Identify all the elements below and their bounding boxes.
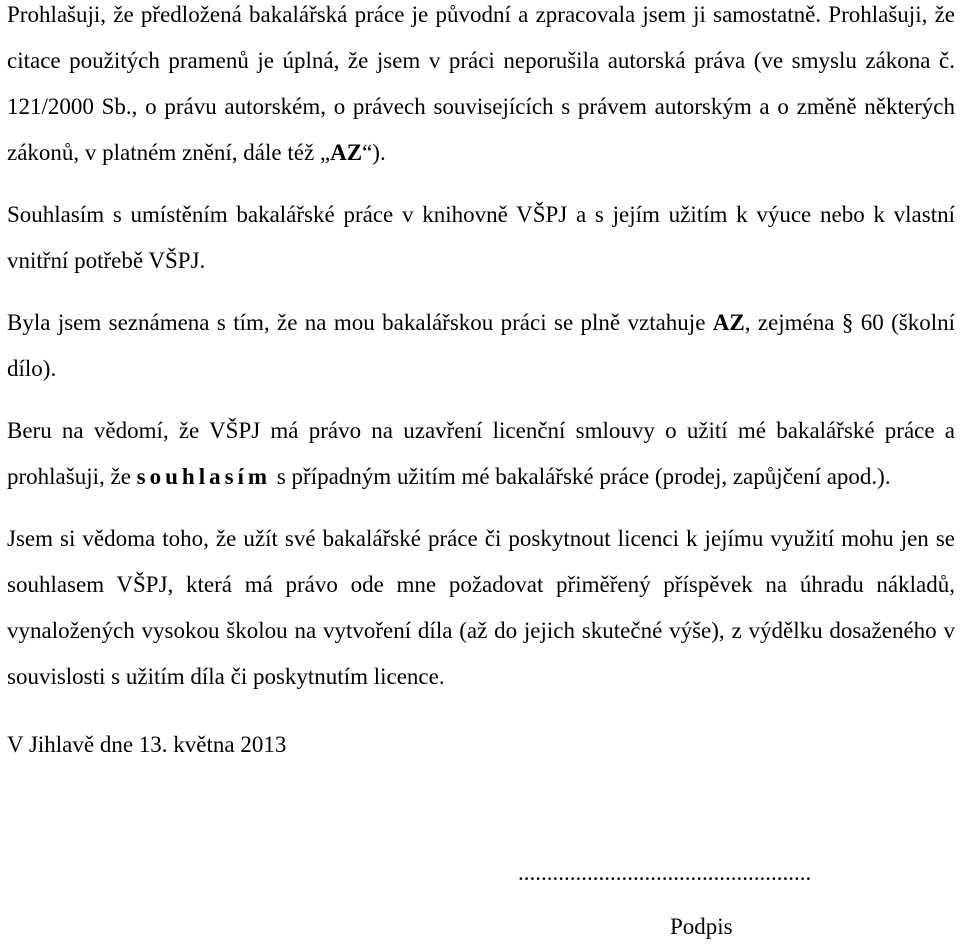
- authorship-text-end: “).: [362, 140, 386, 165]
- license-text: Beru na vědomí, že VŠPJ má právo na uzavření licenční smlouvy o užití mé bakalářské práce a prohlašuji, že: [7, 418, 955, 489]
- declaration-paragraph-authorship: [7, 0, 955, 176]
- declaration-paragraph-copyright-law: [7, 300, 955, 392]
- consent-emphasis: souhlasím: [136, 464, 272, 489]
- az-abbreviation: AZ: [712, 310, 745, 335]
- copyright-law-text-end: , zejména § 60 (školní dílo).: [7, 310, 955, 381]
- signature-label: Podpis: [670, 914, 733, 939]
- declaration-paragraph-library-consent: Souhlasím s umístěním bakalářské práce v knihovně VŠPJ a s jejím užitím k výuce nebo k vlastní vnitřní potřebě VŠPJ.: [7, 202, 955, 273]
- az-abbreviation: AZ: [330, 140, 363, 165]
- license-text-end: s případným užitím mé bakalářské práce (prodej, zapůjčení apod.).: [271, 464, 891, 489]
- declaration-page: [7, 0, 955, 768]
- authorship-text: Prohlašuji, že předložená bakalářská práce je původní a zpracovala jsem ji samostatně. Prohlašuji, že citace použitých pramenů je úplná, že jsem v práci neporušila autorská práva (ve smyslu zákona č. 121/2000 Sb., o právu autorském, o právech souvisejících s právem autorským a o změně některých zákonů, v platném znění, dále též „: [7, 2, 955, 165]
- declaration-paragraph-license: [7, 408, 955, 500]
- place-and-date: V Jihlavě dne 13. května 2013: [7, 732, 287, 757]
- signature-line: ...................................................: [518, 860, 812, 885]
- declaration-paragraph-usage-terms: Jsem si vědoma toho, že užít své bakalářské práce či poskytnout licenci k jejímu využití mohu jen se souhlasem VŠPJ, která má právo ode mne požadovat přiměřený příspěvek na úhradu nákladů, vynaložených vysokou školou na vytvoření díla (až do jejich skutečné výše), z výdělku dosaženého v souvislosti s užitím díla či poskytnutím licence.: [7, 526, 955, 689]
- copyright-law-text: Byla jsem seznámena s tím, že na mou bakalářskou práci se plně vztahuje: [7, 310, 713, 335]
